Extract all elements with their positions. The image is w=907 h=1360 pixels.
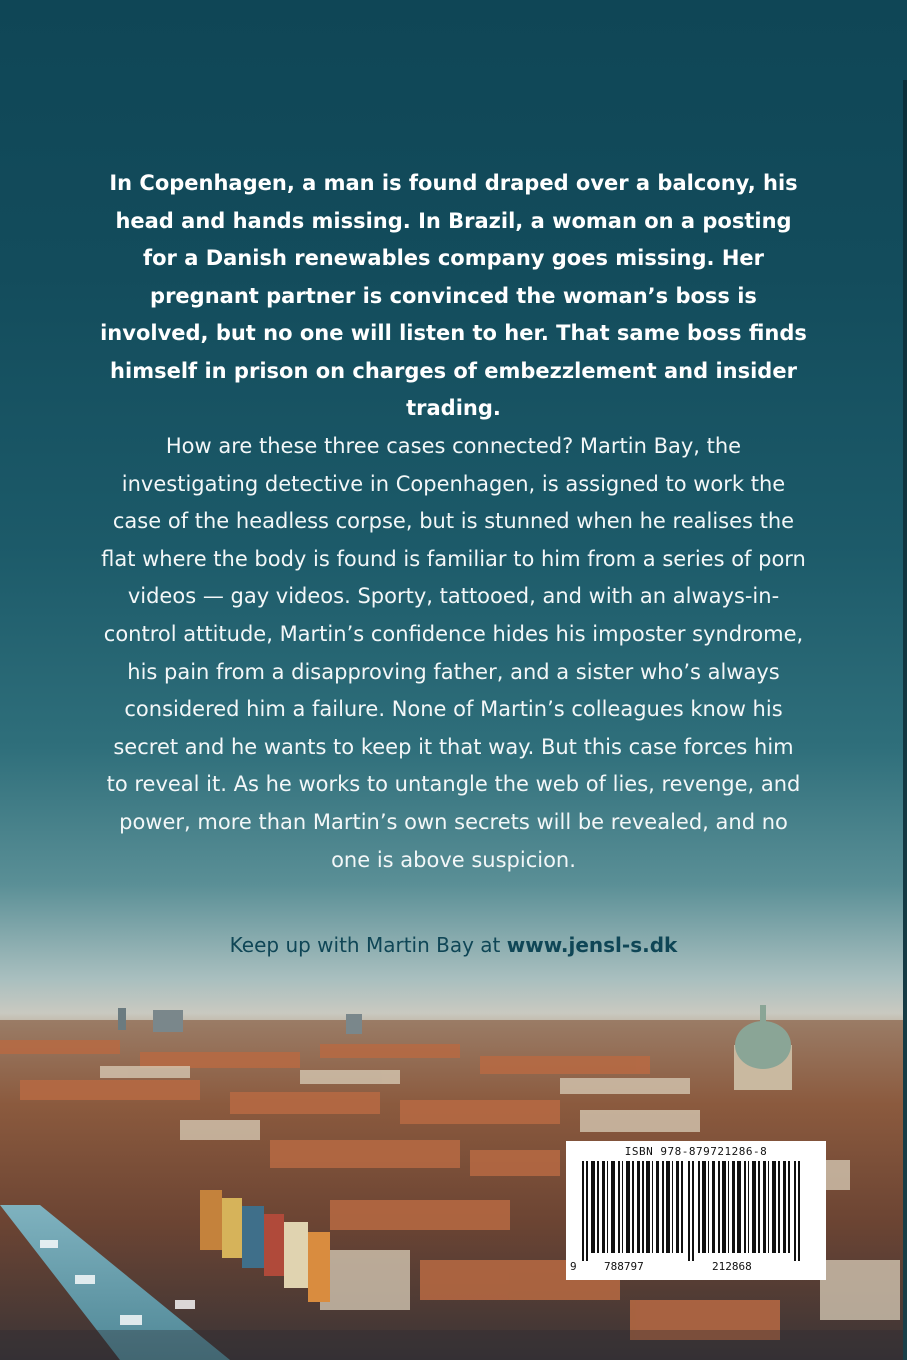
website-prefix: Keep up with Martin Bay at xyxy=(229,933,507,957)
page-edge xyxy=(903,80,907,1360)
barcode-digits-left: 788797 xyxy=(604,1260,644,1273)
barcode-digits-right: 212868 xyxy=(712,1260,752,1273)
blurb-bold-paragraph: In Copenhagen, a man is found draped over a balcony, his head and hands missing. In Brazil, a woman on a posting for a Danish renewables company goes missing. Her pregnant partner is convinced the woman’s boss is involved, but no one will listen to her. That same boss finds himself in prison on charges of embezzlement and insider trading. xyxy=(100,171,807,420)
barcode-bars xyxy=(580,1161,812,1261)
website-line xyxy=(0,933,907,957)
blurb-description-paragraph: How are these three cases connected? Martin Bay, the investigating detective in Copenhagen, is assigned to work the case of the headless corpse, but is stunned when he realises the flat where the body is found is familiar to him from a series of porn videos — gay videos. Sporty, tattooed, and with an always-in-control attitude, Martin’s confidence hides his imposter syndrome, his pain from a disapproving father, and a sister who’s always considered him a failure. None of Martin’s colleagues know his secret and he wants to keep it that way. But this case forces him to reveal it. As he works to untangle the web of lies, revenge, and power, more than Martin’s own secrets will be revealed, and no one is above suspicion. xyxy=(101,434,806,872)
isbn-barcode xyxy=(566,1141,826,1280)
website-link[interactable]: www.jensl-s.dk xyxy=(506,933,678,957)
barcode-digit-first: 9 xyxy=(570,1260,577,1273)
isbn-label: ISBN 978-879721286-8 xyxy=(624,1145,768,1158)
